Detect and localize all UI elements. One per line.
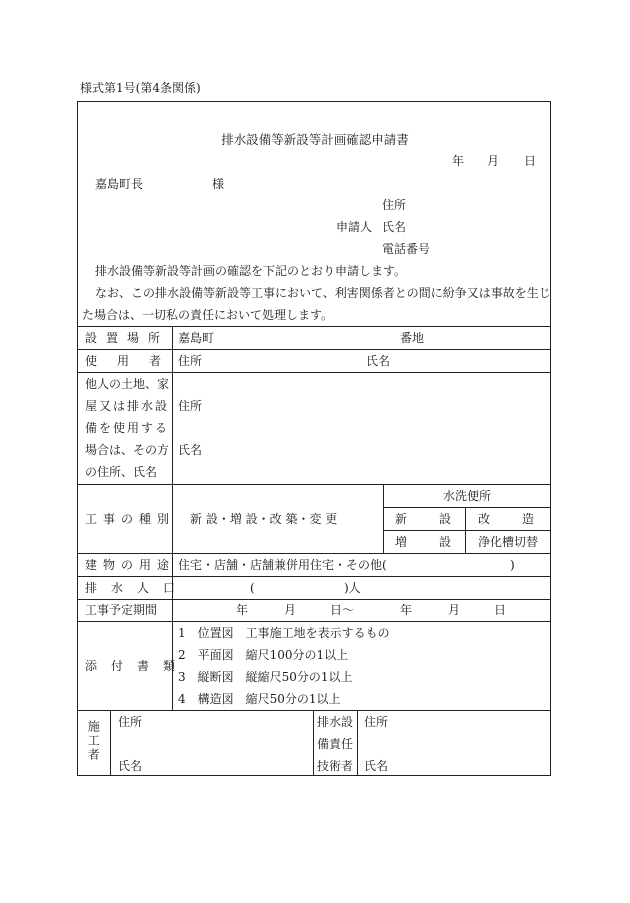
col-divider <box>357 710 358 776</box>
applicant-name-label: 氏名 <box>382 220 407 234</box>
attachment-item: 1 位置図 工事施工地を表示するもの <box>178 626 390 640</box>
schedule-month-1: 月 <box>284 603 297 617</box>
user-label: 使用者 <box>85 354 182 368</box>
schedule-year-2: 年 <box>400 603 413 617</box>
schedule-month-2: 月 <box>448 603 461 617</box>
row-divider <box>77 372 551 373</box>
drain-population-label: 排水人口 <box>85 581 190 595</box>
applicant-phone-label: 電話番号 <box>382 242 431 256</box>
addressee: 嘉島町長 <box>95 177 144 191</box>
work-new: 新設 <box>395 512 484 526</box>
contractor-address-label: 住所 <box>118 715 143 729</box>
row-divider <box>77 621 551 622</box>
date-year: 年 <box>452 154 465 168</box>
location-label <box>85 331 170 345</box>
work-extend: 増設 <box>395 535 484 549</box>
user-name-label: 氏名 <box>366 354 391 368</box>
applicant-label: 申請人 <box>336 220 373 234</box>
engineer-label-line-2: 備責任 <box>317 737 354 751</box>
building-use-close: ) <box>510 558 515 572</box>
row-divider <box>77 349 551 350</box>
attachments-label: 添付書類 <box>85 659 190 673</box>
row-divider <box>77 710 551 711</box>
drain-population-close: )人 <box>344 581 361 595</box>
form-title: 排水設備等新設等計画確認申請書 <box>221 132 409 147</box>
schedule-day-2: 日 <box>494 603 507 617</box>
work-renovate: 改造 <box>478 512 567 526</box>
statement-2b: た場合は、一切私の責任において処理します。 <box>82 308 334 322</box>
contractor-name-label: 氏名 <box>118 759 143 773</box>
engineer-address-label: 住所 <box>364 715 389 729</box>
statement-2a: なお、この排水設備等新設等工事において、利害関係者との間に紛争又は事故を生じ <box>95 286 551 300</box>
user-address-label: 住所 <box>178 354 203 368</box>
location-lot: 番地 <box>400 331 425 345</box>
building-use-label: 建物の用途 <box>85 558 176 572</box>
attachment-item: 2 平面図 縮尺100分の1以上 <box>178 648 349 662</box>
work-type-label: 工事の種別 <box>85 512 176 526</box>
engineer-name-label: 氏名 <box>364 759 389 773</box>
row-divider <box>383 530 551 531</box>
flush-toilet-header: 水洗便所 <box>442 489 491 503</box>
schedule-label: 工事予定期間 <box>85 603 158 617</box>
honorific: 様 <box>212 177 225 191</box>
schedule-day-1: 日〜 <box>330 603 355 617</box>
work-type-options: 新 設・増 設・改 築・変 更 <box>190 512 338 526</box>
statement-1: 排水設備等新設等計画の確認を下記のとおり申請します。 <box>95 264 407 278</box>
row-divider <box>77 599 551 600</box>
drain-population-open: ( <box>250 581 255 595</box>
location-town: 嘉島町 <box>178 331 215 345</box>
row-divider <box>383 507 551 508</box>
others-label-line-3: 備を使用する <box>85 421 170 435</box>
others-label-line-5: の住所、氏名 <box>85 465 158 479</box>
others-name-label: 氏名 <box>178 443 203 457</box>
schedule-year-1: 年 <box>236 603 249 617</box>
form-number: 様式第1号(第4条関係) <box>80 81 201 95</box>
others-label-line-4: 場合は、その方 <box>85 443 170 457</box>
others-label-line-2: 屋又は排水設 <box>85 399 170 413</box>
label-text: 設置場所 <box>85 331 170 345</box>
building-use-options: 住宅・店舗・店舗兼併用住宅・その他( <box>178 558 387 572</box>
row-divider <box>77 326 551 327</box>
date-day: 日 <box>524 154 537 168</box>
others-address-label: 住所 <box>178 399 203 413</box>
others-label-line-1: 他人の土地、家 <box>85 377 170 391</box>
engineer-label-line-1: 排水設 <box>317 715 354 729</box>
col-divider <box>110 710 111 776</box>
engineer-label-line-3: 技術者 <box>317 759 354 773</box>
date-month: 月 <box>487 154 500 168</box>
row-divider <box>77 484 551 485</box>
applicant-address-label: 住所 <box>382 198 407 212</box>
work-septic: 浄化槽切替 <box>478 535 539 549</box>
col-divider <box>313 710 314 776</box>
attachment-item: 4 構造図 縮尺50分の1以上 <box>178 692 341 706</box>
row-divider <box>77 576 551 577</box>
contractor-label: 施工者 <box>86 720 101 762</box>
row-divider <box>77 553 551 554</box>
attachment-item: 3 縦断図 縦縮尺50分の1以上 <box>178 670 353 684</box>
